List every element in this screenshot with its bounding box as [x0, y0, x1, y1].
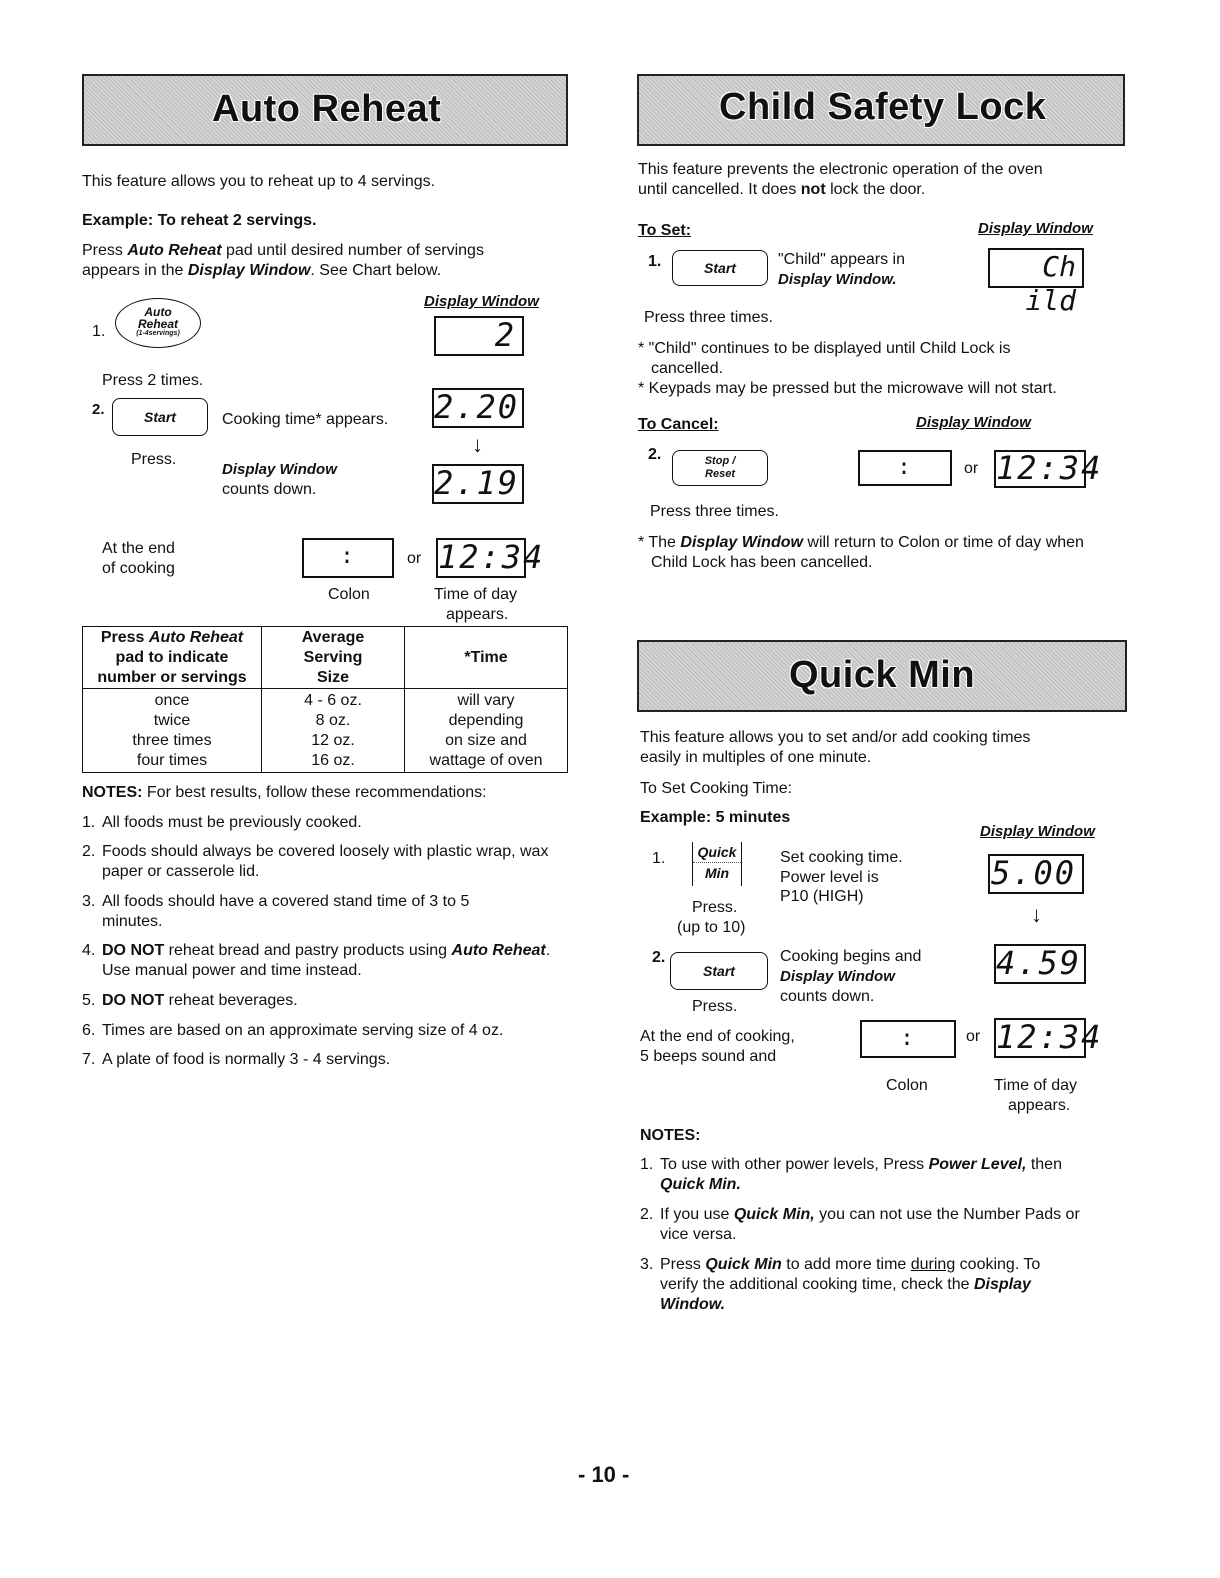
power-level-p10: P10 (HIGH) — [780, 888, 864, 905]
press-label: Press. — [131, 451, 177, 468]
quick-min-intro-2: easily in multiples of one minute. — [640, 749, 872, 766]
power-level-is: Power level is — [780, 869, 879, 886]
to-set-label: To Set: — [638, 222, 692, 239]
bullet-child-continues-2: cancelled. — [651, 360, 724, 377]
chart-col-servings: once twice three times four times — [83, 689, 262, 773]
chart-header-servings: Press Auto Reheat pad to indicate number or servings — [83, 627, 262, 689]
to-cancel-label: To Cancel: — [638, 416, 719, 433]
colon-display: : — [860, 1020, 956, 1058]
quick-min-banner — [637, 640, 1127, 712]
press-2-times: Press 2 times. — [102, 372, 204, 389]
auto-reheat-intro: This feature allows you to reheat up to 4 servings. — [82, 173, 436, 190]
auto-reheat-title: Auto Reheat — [212, 88, 442, 130]
chart-col-time: will vary depending on size and wattage of oven — [405, 689, 568, 773]
down-arrow-icon: ↓ — [472, 432, 483, 457]
end-of-cooking-1: At the end — [102, 540, 175, 557]
end-of-cooking-1: At the end of cooking, — [640, 1028, 795, 1045]
display-window-counts: Display Window — [222, 461, 337, 478]
display-window-label: Display Window — [424, 293, 539, 310]
note-item: 2. If you use Quick Min, you can not use the Number Pads or vice versa. — [640, 1206, 1080, 1243]
bullet-return-1: * The Display Window will return to Colon or time of day when — [638, 534, 1084, 551]
bullet-return-2: Child Lock has been cancelled. — [651, 554, 873, 571]
display-window-ref: Display Window — [780, 968, 895, 985]
child-appears: "Child" appears in — [778, 251, 905, 268]
press-three-times-2: Press three times. — [650, 503, 779, 520]
press-three-times: Press three times. — [644, 309, 773, 326]
start-button[interactable]: Start — [670, 952, 768, 990]
stop-reset-button[interactable]: Stop / Reset — [672, 450, 768, 486]
time-of-day-label-1: Time of day — [994, 1077, 1077, 1094]
start-button[interactable]: Start — [112, 398, 208, 436]
counts-down: counts down. — [222, 481, 317, 498]
auto-reheat-banner — [82, 74, 568, 146]
quick-min-intro-1: This feature allows you to set and/or add cooking times — [640, 729, 1031, 746]
note-item: 4. DO NOT reheat bread and pastry products using Auto Reheat. Use manual power and time instead. — [82, 942, 551, 979]
step-number: 2. — [652, 949, 666, 966]
press-label-2: Press. — [692, 998, 738, 1015]
note-item: 2. Foods should always be covered loosely with plastic wrap, wax paper or casserole lid. — [82, 843, 549, 880]
step-number: 2. — [92, 401, 105, 418]
press-label: Press. — [692, 899, 738, 916]
note-item: 7. A plate of food is normally 3 - 4 servings. — [82, 1051, 391, 1068]
child-lock-intro-2: until cancelled. It does not lock the door. — [638, 181, 926, 198]
counts-down: counts down. — [780, 988, 875, 1005]
quick-min-title: Quick Min — [789, 654, 976, 696]
colon-label: Colon — [328, 586, 370, 603]
end-of-cooking-2: of cooking — [102, 560, 175, 577]
child-lock-title: Child Safety Lock — [719, 86, 1047, 128]
display-lcd-2: 2 — [434, 316, 524, 356]
bullet-child-continues-1: * "Child" continues to be displayed until Child Lock is — [638, 340, 1011, 357]
bullet-keypads: * Keypads may be pressed but the microwave will not start. — [638, 380, 1057, 397]
up-to-10: (up to 10) — [677, 919, 746, 936]
note-item: 3. All foods should have a covered stand time of 3 to 5 minutes. — [82, 893, 470, 930]
auto-reheat-pad[interactable]: Auto Reheat (1-4servings) — [115, 298, 201, 348]
child-lock-banner — [637, 74, 1125, 146]
cooking-time-appears: Cooking time* appears. — [222, 411, 389, 428]
set-cooking-time: Set cooking time. — [780, 849, 903, 866]
or-label: or — [966, 1028, 981, 1045]
auto-reheat-instruction-line1: Press Auto Reheat pad until desired number of servings — [82, 242, 484, 259]
display-window-ref: Display Window. — [778, 271, 897, 288]
display-window-label: Display Window — [916, 414, 1031, 431]
step-number: 1. — [92, 323, 106, 340]
time-of-day-label-2: appears. — [1008, 1097, 1071, 1114]
notes-heading: NOTES: For best results, follow these recommendations: — [82, 784, 487, 801]
time-of-day-display: 12:34 — [996, 449, 1103, 487]
chart-header-time: *Time — [405, 627, 568, 689]
quick-min-example: Example: 5 minutes — [640, 809, 791, 826]
child-lock-intro-1: This feature prevents the electronic operation of the oven — [638, 161, 1043, 178]
or-label: or — [964, 460, 979, 477]
auto-reheat-chart — [82, 626, 568, 773]
or-label: or — [407, 550, 422, 567]
time-of-day-label-1: Time of day — [434, 586, 517, 603]
display-window-label: Display Window — [978, 220, 1093, 237]
step-number: 1. — [652, 850, 666, 867]
cooking-begins: Cooking begins and — [780, 948, 922, 965]
colon-display: : — [858, 450, 952, 486]
auto-reheat-instruction-line2: appears in the Display Window. See Chart below. — [82, 262, 442, 279]
note-item: 1. To use with other power levels, Press Power Level, then Quick Min. — [640, 1156, 1062, 1193]
colon-display: : — [302, 538, 394, 578]
end-of-cooking-2: 5 beeps sound and — [640, 1048, 777, 1065]
quick-min-pad[interactable]: Quick Min — [692, 842, 742, 886]
note-item: 6. Times are based on an approximate serving size of 4 oz. — [82, 1022, 504, 1039]
auto-reheat-example: Example: To reheat 2 servings. — [82, 212, 317, 229]
display-lcd-220: 2.20 — [432, 388, 524, 428]
note-item: 3. Press Quick Min to add more time during cooking. To verify the additional cooking time, check the Display Window. — [640, 1256, 1041, 1313]
to-set-cooking-time: To Set Cooking Time: — [640, 780, 793, 797]
colon-label: Colon — [886, 1077, 928, 1094]
time-of-day-label-2: appears. — [446, 606, 509, 623]
display-window-label: Display Window — [980, 823, 1095, 840]
notes-heading: NOTES: — [640, 1127, 701, 1144]
page-number: - 10 - — [578, 1462, 630, 1487]
display-lcd-500: 5.00 — [988, 854, 1084, 894]
note-item: 1. All foods must be previously cooked. — [82, 814, 362, 831]
time-of-day-display: 12:34 — [438, 538, 545, 576]
chart-col-size: 4 - 6 oz. 8 oz. 12 oz. 16 oz. — [262, 689, 405, 773]
start-button[interactable]: Start — [672, 250, 768, 286]
chart-header-size: Average Serving Size — [262, 627, 405, 689]
time-of-day-display: 12:34 — [996, 1018, 1103, 1056]
child-lcd: Ch ild — [988, 248, 1084, 288]
step-number: 2. — [648, 446, 662, 463]
step-number: 1. — [648, 253, 662, 270]
display-lcd-219: 2.19 — [432, 464, 524, 504]
down-arrow-icon: ↓ — [1031, 902, 1042, 927]
display-lcd-459: 4.59 — [994, 944, 1086, 984]
note-item: 5. DO NOT reheat beverages. — [82, 992, 298, 1009]
